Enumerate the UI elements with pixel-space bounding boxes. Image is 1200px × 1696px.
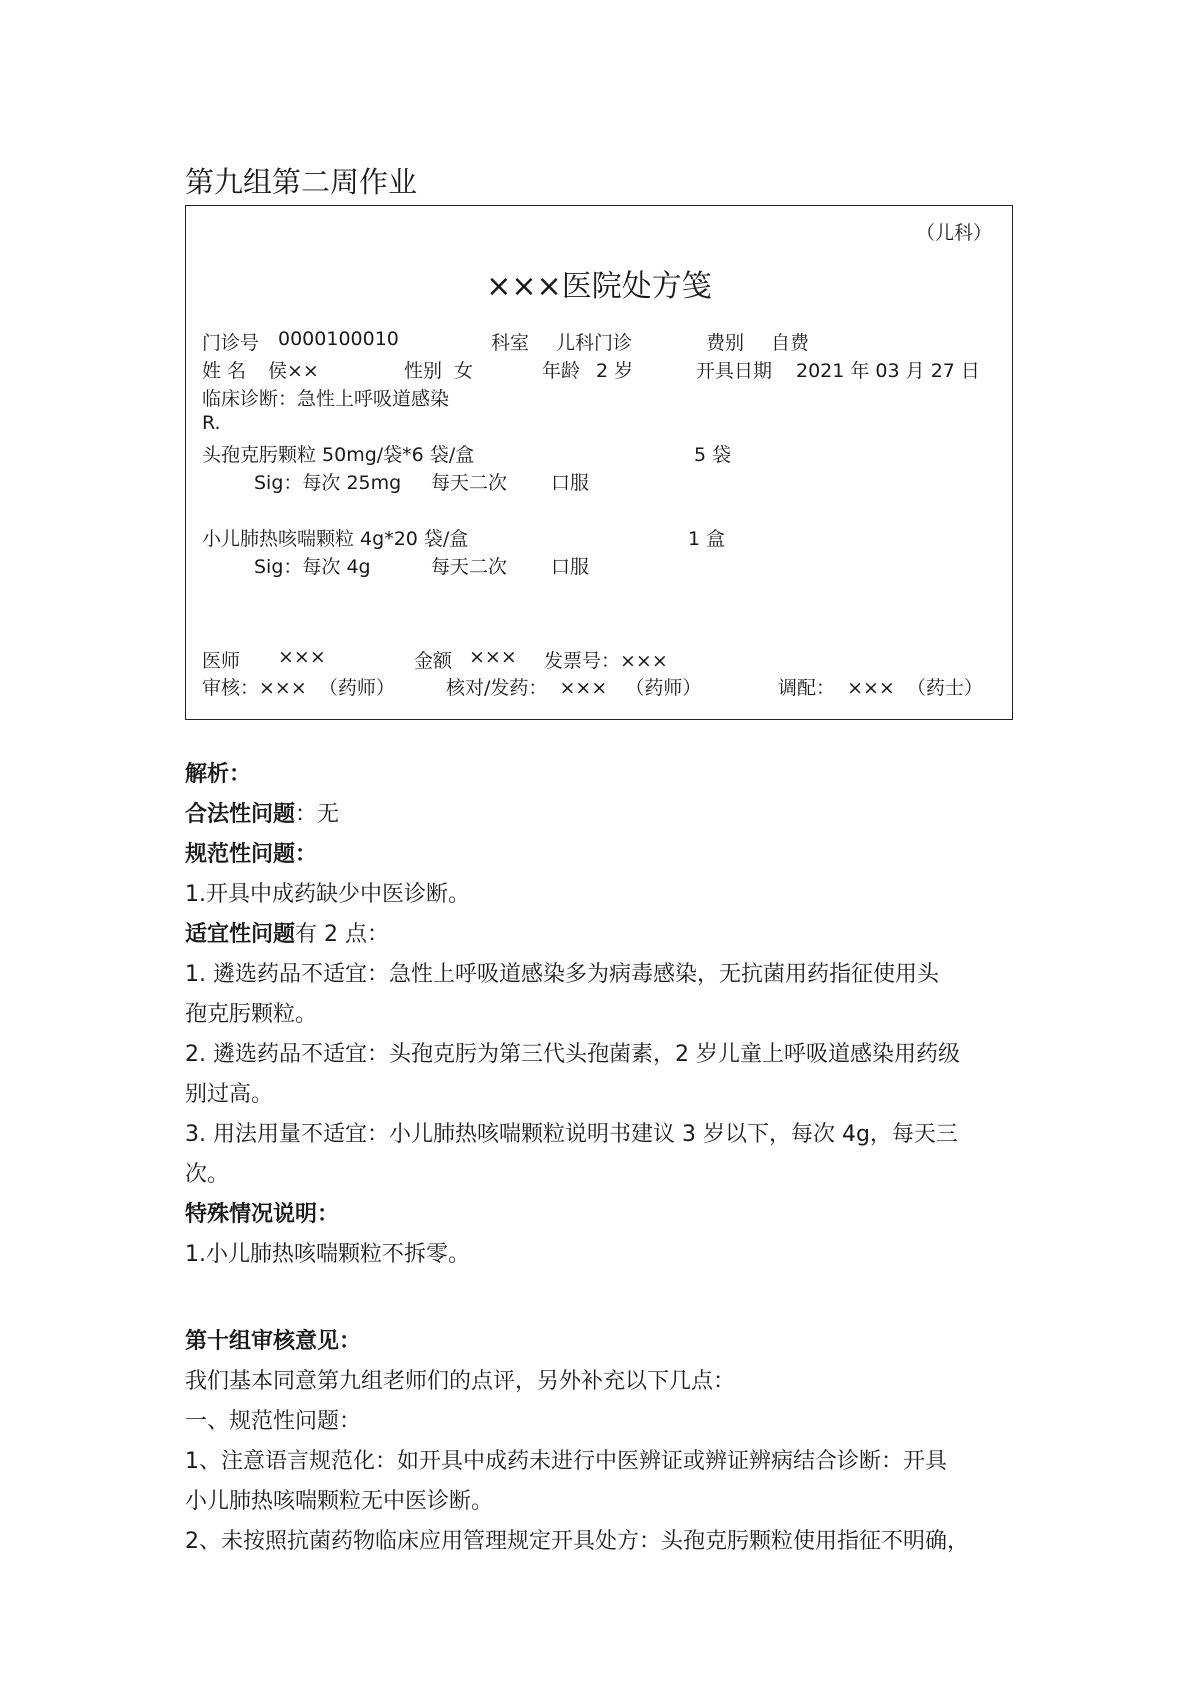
amount-label: 金额 [414, 650, 453, 672]
analysis-line: 特殊情况说明： [185, 1202, 340, 1227]
prescription-form [185, 205, 1013, 720]
drug-sig: Sig：每次 25mg [254, 472, 402, 494]
rx-symbol: R. [202, 412, 221, 434]
invoice-number: 发票号：××× [544, 650, 668, 672]
analysis-line: 2. 遴选药品不适宜：头孢克肟为第三代头孢菌素，2 岁儿童上呼吸道感染用药级 [185, 1042, 960, 1067]
clinical-diagnosis: 临床诊断：急性上呼吸道感染 [202, 388, 450, 410]
analysis-line: 别过高。 [185, 1082, 274, 1107]
sex-value: 女 [454, 360, 474, 382]
date-label: 开具日期 [696, 360, 773, 382]
analysis-line: 次。 [185, 1162, 230, 1187]
dept-label: 科室 [491, 332, 530, 354]
department-tag: （儿科） [916, 222, 993, 244]
clinic-no: 0000100010 [278, 328, 399, 350]
age-value: 2 岁 [596, 360, 634, 382]
drug-sig: Sig：每次 4g [254, 556, 371, 578]
analysis-line: 解析： [185, 762, 252, 787]
doctor-label: 医师 [202, 650, 241, 672]
clinic-no-label: 门诊号 [202, 332, 260, 354]
analysis-line: 1.小儿肺热咳喘颗粒不拆零。 [185, 1242, 470, 1267]
review-line: 第十组审核意见： [185, 1329, 362, 1354]
drug-frequency: 每天二次 [431, 472, 508, 494]
drug-quantity: 5 袋 [694, 444, 732, 466]
drug-name: 头孢克肟颗粒 50mg/袋*6 袋/盒 [202, 444, 475, 466]
review-line: 1、注意语言规范化：如开具中成药未进行中医辨证或辨证辨病结合诊断：开具 [185, 1449, 947, 1474]
analysis-line: 孢克肟颗粒。 [185, 1002, 318, 1027]
analysis-line: 1. 遴选药品不适宜：急性上呼吸道感染多为病毒感染，无抗菌用药指征使用头 [185, 962, 939, 987]
review-line: 一、规范性问题： [185, 1409, 362, 1434]
prescription-title: ×××医院处方笺 [486, 269, 712, 304]
drug-route: 口服 [551, 556, 590, 578]
checker: 核对/发药： ××× （药师） [446, 677, 702, 699]
analysis-line: 规范性问题： [185, 842, 318, 867]
fee-value: 自费 [771, 332, 810, 354]
review-line: 我们基本同意第九组老师们的点评，另外补充以下几点： [185, 1369, 736, 1394]
patient-name: 侯×× [268, 360, 319, 382]
name-label: 姓 名 [202, 360, 247, 382]
analysis-line: 1.开具中成药缺少中医诊断。 [185, 882, 470, 907]
amount-value: ××× [469, 646, 517, 668]
doctor-value: ××× [278, 646, 326, 668]
analysis-line: 合法性问题：无 [185, 802, 340, 827]
age-label: 年龄 [542, 360, 581, 382]
fee-label: 费别 [706, 332, 745, 354]
review-line: 2、未按照抗菌药物临床应用管理规定开具处方：头孢克肟颗粒使用指征不明确， [185, 1529, 969, 1554]
drug-name: 小儿肺热咳喘颗粒 4g*20 袋/盒 [202, 528, 469, 550]
date-value: 2021 年 03 月 27 日 [796, 360, 980, 382]
dispenser: 调配： ××× （药士） [778, 677, 983, 699]
analysis-line: 适宜性问题有 2 点： [185, 922, 389, 947]
review-line: 小儿肺热咳喘颗粒无中医诊断。 [185, 1489, 494, 1514]
drug-quantity: 1 盒 [688, 528, 726, 550]
analysis-line: 3. 用法用量不适宜：小儿肺热咳喘颗粒说明书建议 3 岁以下，每次 4g，每天三 [185, 1122, 958, 1147]
document-title: 第九组第二周作业 [185, 165, 418, 199]
reviewer: 审核：××× （药师） [202, 677, 395, 699]
drug-frequency: 每天二次 [431, 556, 508, 578]
drug-route: 口服 [551, 472, 590, 494]
dept-value: 儿科门诊 [556, 332, 633, 354]
sex-label: 性别 [404, 360, 443, 382]
